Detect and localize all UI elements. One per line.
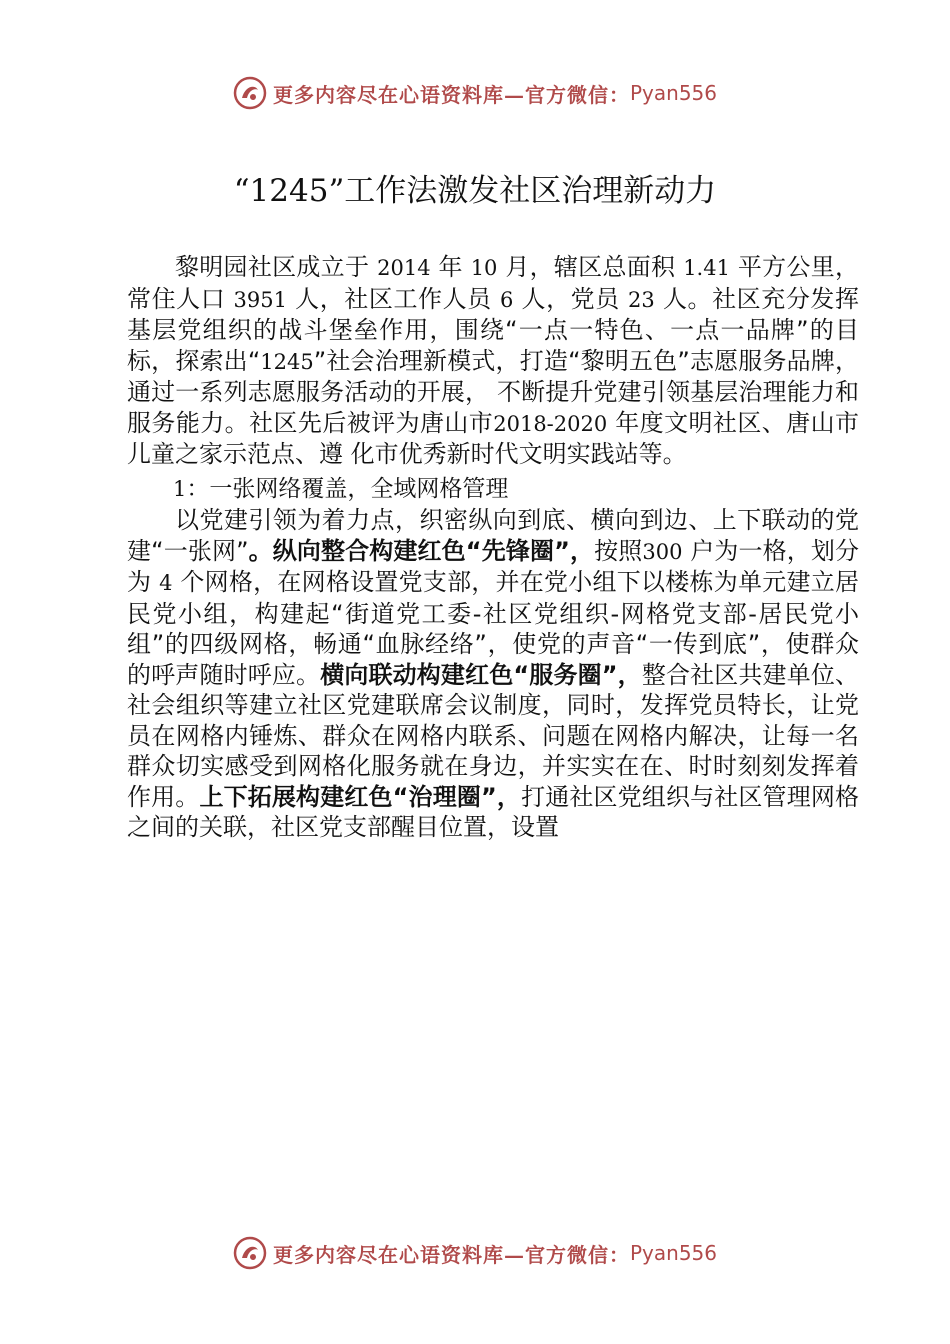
seal-logo-icon (233, 1236, 267, 1270)
watermark-wechat-id: Pyan556 (629, 81, 717, 105)
watermark-text: 更多内容尽在心语资料库—官方微信： (272, 1242, 630, 1267)
watermark-wechat-id: Pyan556 (629, 1241, 717, 1265)
document-body (127, 252, 859, 843)
bold-phrase: 。纵向整合构建红色“先锋圈”， (248, 536, 595, 565)
watermark-text: 更多内容尽在心语资料库—官方微信： (272, 82, 630, 107)
bold-phrase: 横向联动构建红色“服务圈”， (320, 660, 642, 689)
watermark-header (0, 68, 950, 118)
document-title: “1245”工作法激发社区治理新动力 (233, 173, 717, 209)
intro-paragraph: 黎明园社区成立于 2014 年 10 月，辖区总面积 1.41 平方公里，常住人口 3951 人，社区工作人员 6 人，党员 23 人。社区充分发挥基层党组织的战斗堡垒作用，围绕“一点一特色、一点一品牌”的目标，探索出“1245”社会治理新模式，打造“黎明五色”志愿服务品牌，通过一系列志愿服务活动的开展， 不断提升党建引领基层治理能力和服务能力。社区先后被评为唐山市2018-2020 年度文明社区、唐山市儿童之家示范点、遵 化市优秀新时代文明实践站等。 (127, 253, 859, 468)
bold-phrase: 上下拓展构建红色“治理圈”， (199, 782, 522, 811)
section-paragraph: 以党建引领为着力点，织密纵向到底、横向到边、上下联动的党建“一张网”。纵向整合构建红色“先锋圈”，按照300 户为一格，划分为 4 个网格，在网格设置党支部，并在党小组下以楼栋为单元建立居民党小组，构建起“街道党工委-社区党组织-网格党支部-居民党小组”的四级网格，畅通“血脉经络”，使党的声音“一传到底”，使群众的呼声随时呼应。横向联动构建红色“服务圈”，整合社区共建单位、社会组织等建立社区党建联席会议制度，同时，发挥党员特长，让党员在网格内锤炼、群众在网格内联系、问题在网格内解决，让每一名群众切实感受到网格化服务就在身边，并实实在在、时时刻刻发挥着作用。上下拓展构建红色“治理圈”，打通社区党组织与社区管理网格之间的关联，社区党支部醒目位置，设置 (127, 506, 860, 841)
seal-logo-icon (233, 76, 267, 110)
watermark-footer (0, 1228, 950, 1278)
section-heading: 1：一张网络覆盖，全域网格管理 (173, 475, 509, 502)
